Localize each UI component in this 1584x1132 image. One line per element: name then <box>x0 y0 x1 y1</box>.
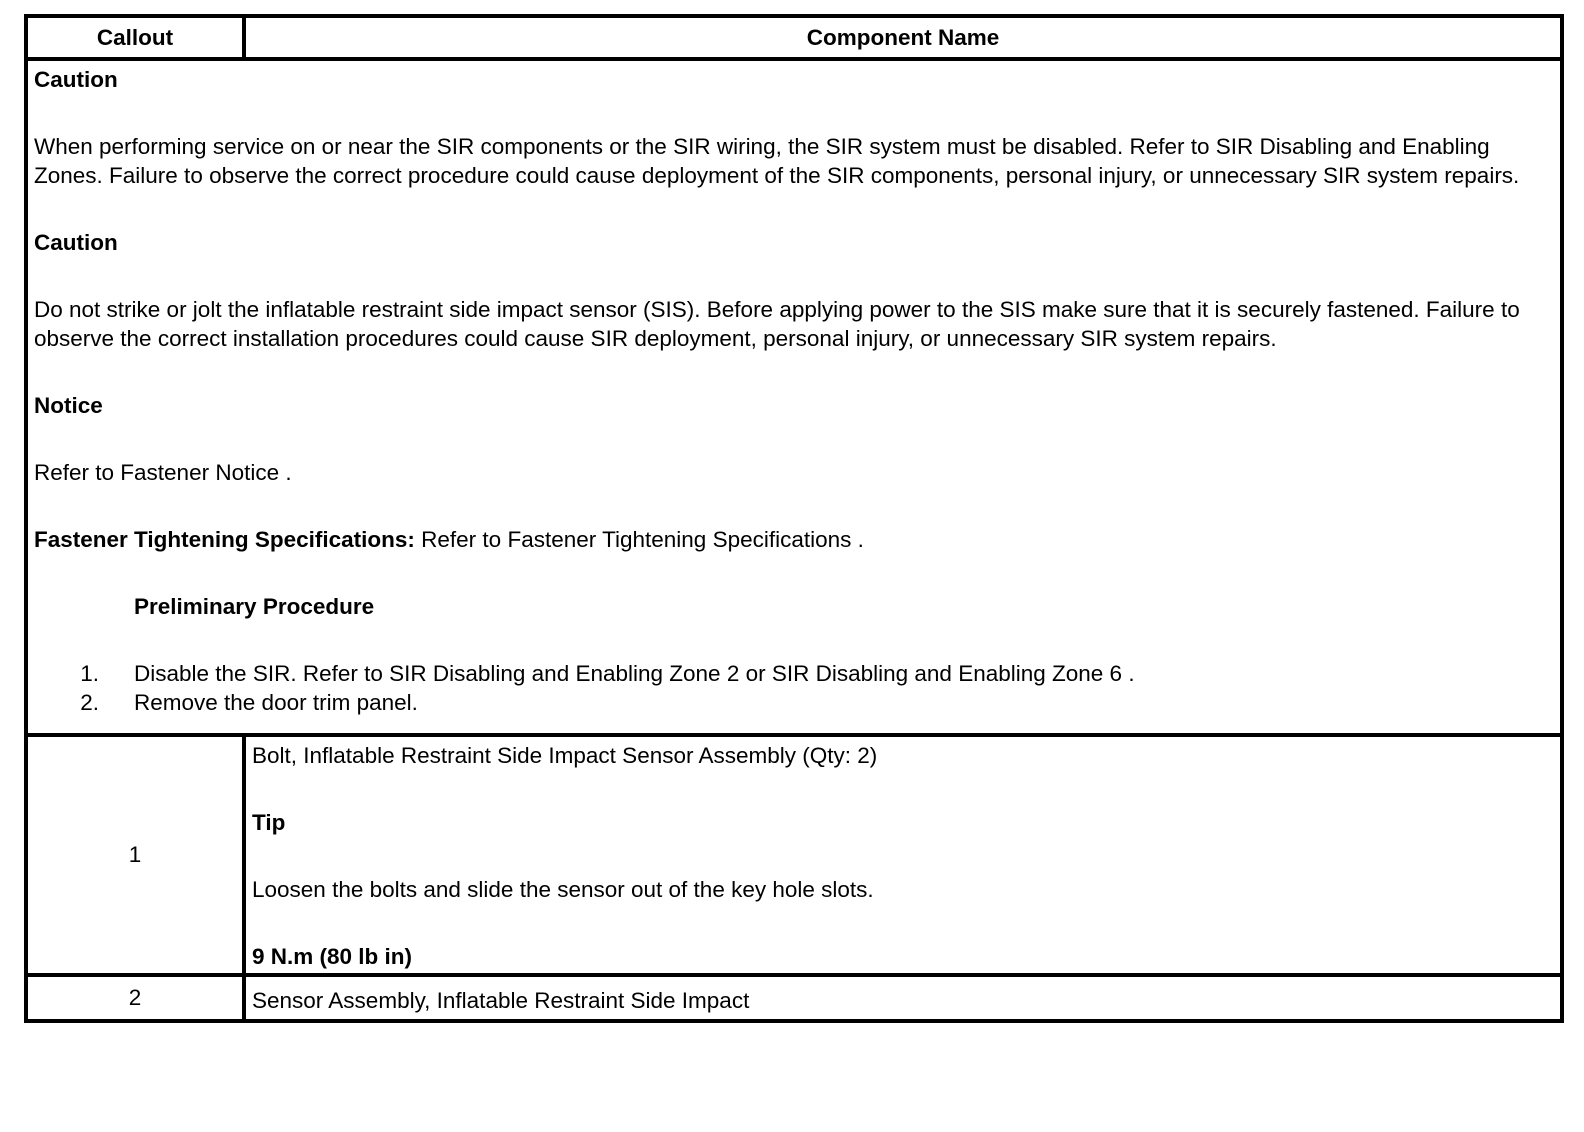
torque-spec: 9 N.m (80 lb in) <box>252 944 413 969</box>
component-name: Sensor Assembly, Inflatable Restraint Side Impact <box>252 987 750 1013</box>
step-number: 1. <box>80 661 99 686</box>
step-number: 2. <box>80 690 99 715</box>
step-text: Disable the SIR. Refer to SIR Disabling and Enabling Zone 2 or SIR Disabling and Enabling Zone 6 . <box>134 661 1135 686</box>
notice-text: Refer to Fastener Notice . <box>34 460 292 485</box>
component-table <box>24 14 1564 1023</box>
procedure-steps <box>34 659 1554 717</box>
caution-title: Caution <box>34 67 118 92</box>
step-text: Remove the door trim panel. <box>134 690 418 715</box>
table-row <box>26 735 1562 975</box>
caution-text: Do not strike or jolt the inflatable restraint side impact sensor (SIS). Before applying power to the SIS make sure that it is securely fastened. Failure to observe the correct installation procedures could cause SIR deployment, personal injury, or unnecessary SIR system repairs. <box>34 297 1520 351</box>
notes-cell <box>26 59 1562 735</box>
preliminary-procedure-title: Preliminary Procedure <box>134 594 375 619</box>
table-header-row <box>26 16 1562 59</box>
procedure-step <box>34 688 1554 717</box>
callout-column-header: Callout <box>26 16 244 59</box>
caution-title: Caution <box>34 230 118 255</box>
callout-cell: 1 <box>26 735 244 975</box>
tip-text: Loosen the bolts and slide the sensor out of the key hole slots. <box>252 877 874 902</box>
component-name-cell <box>244 975 1562 1021</box>
component-name-column-header: Component Name <box>244 16 1562 59</box>
component-name-cell <box>244 735 1562 975</box>
procedure-step <box>34 659 1554 688</box>
tip-title: Tip <box>252 810 286 835</box>
notice-title: Notice <box>34 393 103 418</box>
component-name: Bolt, Inflatable Restraint Side Impact Sensor Assembly (Qty: 2) <box>252 743 878 768</box>
callout-cell: 2 <box>26 975 244 1021</box>
caution-text: When performing service on or near the SIR components or the SIR wiring, the SIR system must be disabled. Refer to SIR Disabling and Enabling Zones. Failure to observe the correct procedure could cause deployment of the SIR components, personal injury, or unnecessary SIR system repairs. <box>34 134 1520 188</box>
fastener-spec-text: Refer to Fastener Tightening Specifications . <box>414 527 864 552</box>
fastener-spec-line <box>34 525 1554 554</box>
notes-row <box>26 59 1562 735</box>
table-row <box>26 975 1562 1021</box>
fastener-spec-label: Fastener Tightening Specifications: <box>34 527 415 552</box>
